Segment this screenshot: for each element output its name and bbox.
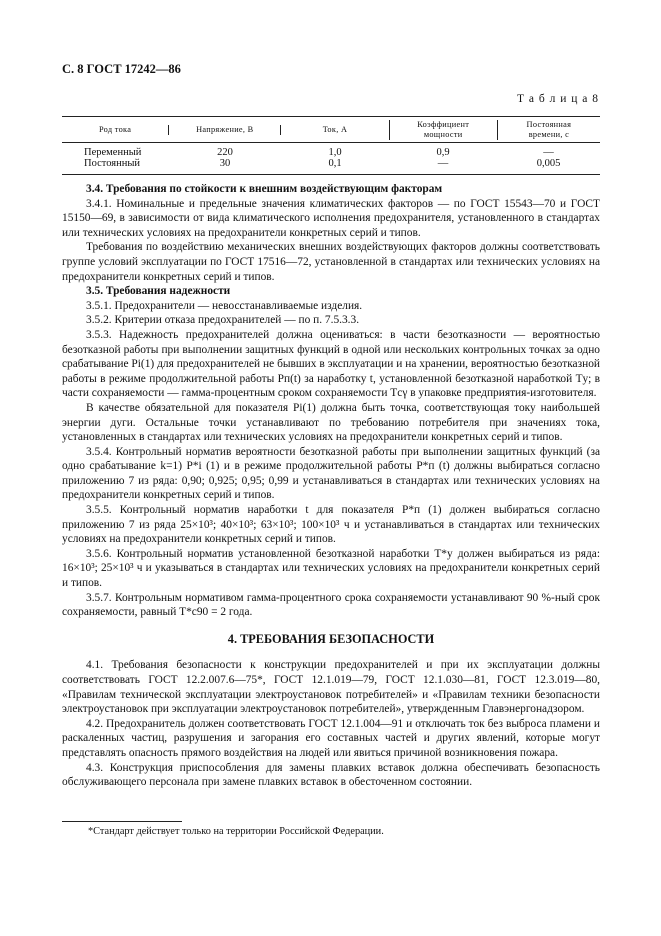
paragraph-3-5-1: 3.5.1. Предохранители — невосстанавливаемые изделия. bbox=[86, 299, 363, 312]
paragraph-3-5-5: 3.5.5. Контрольный норматив наработки t для показателя P*п (1) должен выбираться согласно приложению 7 из ряда 25×10³; 40×10³; 63×10³; 100×10³ ч и устанавливаться в стандартах или технических условиях на предохранители конкретных серий и типов. bbox=[62, 504, 600, 546]
paragraph-mechanical-factors: Требования по воздействию механических внешних воздействующих факторов должны соответствовать группе условий эксплуатации по ГОСТ 17516—72, установленной в стандартах или технических условиях на предохранители конкретных серий и типов. bbox=[62, 241, 600, 283]
header-current: Ток, А bbox=[280, 125, 388, 135]
paragraph-3-5-6: 3.5.6. Контрольный норматив установленной безотказной наработки T*у должен выбираться из ряда: 16×10³; 25×10³ ч и указываться в стандартах или технических условиях на предохранители конкретных серий и типов. bbox=[62, 547, 600, 590]
footnote-rule bbox=[62, 821, 182, 822]
table-caption: Т а б л и ц а 8 bbox=[516, 93, 599, 105]
header-voltage: Напряжение, В bbox=[168, 125, 280, 135]
paragraph-3-5-3: 3.5.3. Надежность предохранителей должна оцениваться: в части безотказности — вероятностью безотказной работы при выполнении защитных функций в одной или нескольких контрольных точках за одно срабатывание Pi(1) для предохранителей не бывших в эксплуатации и на хранении, вероятностью безотказной работы в режиме продолжительной работы Pп(t) за наработку t, установленной безотказной наработкой Tу; в части сохраняемости — гамма-процентным сроком сохраняемости Tсγ в упаковке предприятия-изготовителя. bbox=[62, 328, 600, 400]
paragraph-3-5-7: 3.5.7. Контрольным нормативом гамма-процентного срока сохраняемости устанавливают 90 %-ный срок сохраняемости, равный T*с90 = 2 года. bbox=[62, 591, 600, 619]
header-power-factor bbox=[389, 120, 497, 140]
data-table bbox=[62, 116, 600, 175]
cell-voltage: 220 bbox=[217, 147, 233, 158]
table-row bbox=[62, 158, 600, 169]
section-heading-3-4: 3.4. Требования по стойкости к внешним воздействующим факторам bbox=[86, 183, 443, 195]
header-time-constant bbox=[497, 120, 600, 140]
header-current-type: Род тока bbox=[98, 124, 132, 134]
cell-power-factor: 0,9 bbox=[436, 147, 450, 158]
document-body bbox=[62, 182, 600, 790]
header-time-constant-line1: Постоянная bbox=[526, 119, 572, 129]
header-power-factor-line2: мощности bbox=[423, 129, 463, 139]
footnote: *Стандарт действует только на территории Российской Федерации. bbox=[88, 826, 384, 837]
cell-current: 0,1 bbox=[328, 158, 342, 169]
table-row bbox=[62, 147, 600, 158]
paragraph-4-2: 4.2. Предохранитель должен соответствовать ГОСТ 12.1.004—91 и отключать ток без выброса пламени и раскаленных частиц, разрушения и загорания его составных частей и других явлений, которые могут представлять опасность прямого воздействия на людей или явиться причиной возникновения пожара. bbox=[62, 717, 600, 759]
cell-current-type: Переменный bbox=[84, 147, 142, 158]
cell-current-type: Постоянный bbox=[84, 158, 140, 169]
paragraph-3-4-1: 3.4.1. Номинальные и предельные значения климатических факторов — по ГОСТ 15543—70 и ГОСТ 15150—69, в зависимости от вида климатического исполнения предохранителя, установленного в стандартах или технических условиях на предохранители конкретных серий и типов. bbox=[62, 197, 600, 239]
page-header: С. 8 ГОСТ 17242—86 bbox=[62, 62, 181, 76]
cell-current: 1,0 bbox=[328, 147, 342, 158]
cell-voltage: 30 bbox=[219, 158, 231, 169]
cell-time-constant: — bbox=[543, 147, 554, 158]
table-bottom-rule bbox=[62, 174, 600, 175]
paragraph-3-5-4: 3.5.4. Контрольный норматив вероятности безотказной работы при выполнении защитных функций (за одно срабатывание k=1) P*i (1) и в режиме продолжительной работы P*п (t) должны выбираться согласно приложению 7 из ряда: 0,90; 0,925; 0,95; 0,99 и устанавливаться в стандартах или технических условиях на предохранители конкретных серий и типов. bbox=[62, 445, 600, 502]
cell-time-constant: 0,005 bbox=[536, 158, 561, 169]
table-header-row bbox=[62, 117, 600, 142]
paragraph-3-5-2: 3.5.2. Критерии отказа предохранителей — по п. 7.5.3.3. bbox=[86, 314, 360, 327]
header-power-factor-line1: Коэффициент bbox=[417, 119, 470, 129]
chapter-title-safety: 4. ТРЕБОВАНИЯ БЕЗОПАСНОСТИ bbox=[227, 631, 435, 646]
paragraph-4-3: 4.3. Конструкция приспособления для замены плавких вставок должна обеспечивать безопасность обслуживающего персонала при замене плавких вставок в обесточенном состоянии. bbox=[62, 761, 600, 789]
paragraph-mandatory-point: В качестве обязательной для показателя Pi(1) должна быть точка, соответствующая току наибольшей энергии дуги. Остальные точки устанавливают по требованию потребителя при значениях тока, установленных в стандартах или технических условиях на предохранители конкретных серий и типов. bbox=[62, 401, 600, 444]
cell-power-factor: — bbox=[437, 158, 449, 169]
header-time-constant-line2: времени, с bbox=[528, 129, 570, 139]
paragraph-4-1: 4.1. Требования безопасности к конструкции предохранителей и при их эксплуатации должны соответствовать ГОСТ 12.2.007.6—75*, ГОСТ 12.1.019—79, ГОСТ 12.1.030—81, ГОСТ 12.3.019—80, «Правилам технической эксплуатации электроустановок потребителей» и «Правилам техники безопасности электроустановок при эксплуатации электроустановок потребителей», утвержденным Главэнергонадзором. bbox=[62, 659, 600, 716]
section-heading-3-5: 3.5. Требования надежности bbox=[86, 285, 231, 298]
